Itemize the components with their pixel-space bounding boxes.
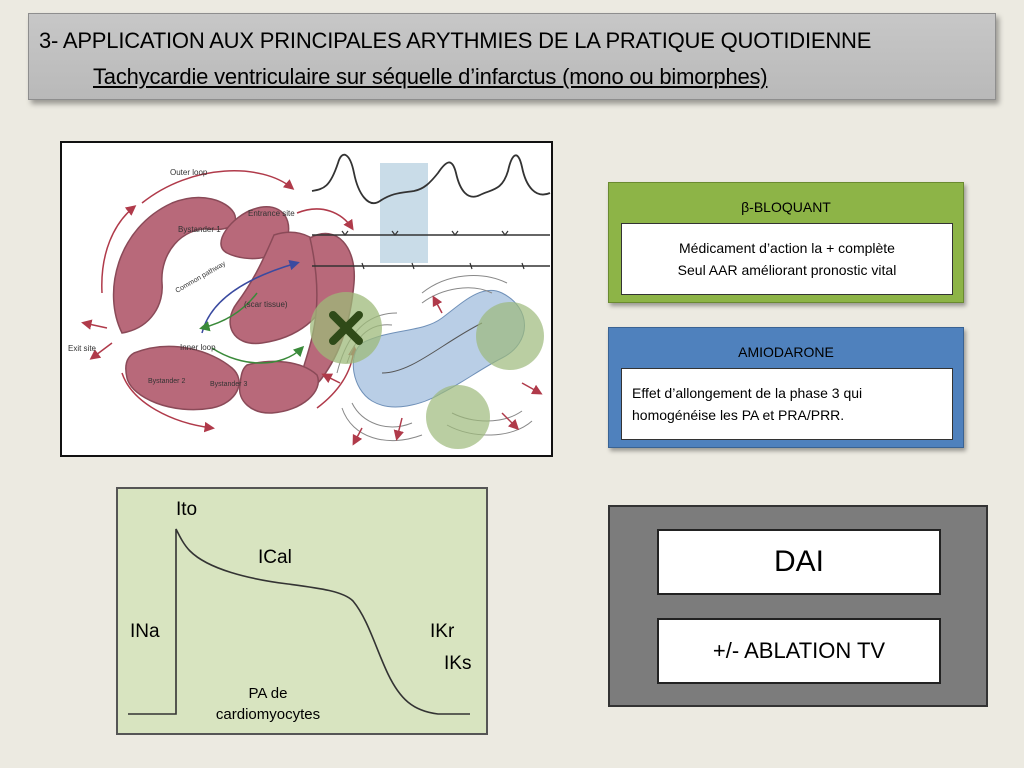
amiodarone-title: AMIODARONE [738,344,834,360]
scar-tissue-label: (scar tissue) [244,300,288,309]
amiodarone-card [608,327,964,448]
dai-label: DAI [657,529,941,595]
amiodarone-line2: homogénéise les PA et PRA/PRR. [632,407,845,423]
beta-blocker-line2: Seul AAR améliorant pronostic vital [677,262,897,278]
bystander3-label: Bystander 3 [210,381,248,388]
page-subtitle: Tachycardie ventriculaire sur séquelle d’infarctus (mono ou bimorphes) [93,64,768,89]
title-banner [28,13,996,100]
scar-diagram [68,168,354,428]
beta-blocker-line1: Médicament d’action la + complète [679,240,895,256]
beta-blocker-card [608,182,964,303]
page-title: 3- APPLICATION AUX PRINCIPALES ARYTHMIES DE LA PRATIQUE QUOTIDIENNE [39,28,872,53]
exit-site-label: Exit site [68,344,97,353]
outer-loop-label: Outer loop [170,168,208,177]
bystander1-label: Bystander 1 [178,225,221,234]
ablation-label: +/- ABLATION TV [657,618,941,684]
ical-label: ICal [258,547,292,568]
ikr-label: IKr [430,621,455,642]
beta-blocker-text [621,223,953,295]
common-pathway-label: Common pathway [174,260,227,295]
ap-caption-line1: PA de [248,685,288,702]
target-circle-lower [426,385,490,449]
ito-label: Ito [176,499,198,520]
ina-label: INa [130,621,160,642]
bystander3-region [240,361,319,413]
action-potential-panel [116,487,488,735]
device-therapy-panel [608,505,988,707]
reentry-figure [60,141,553,457]
entrance-site-label: Entrance site [248,209,295,218]
amiodarone-line1: Effet d’allongement de la phase 3 qui [632,385,863,401]
target-circle-upper [476,302,544,370]
reentry-illustration [62,143,551,455]
ap-caption-line2: cardiomyocytes [215,706,321,723]
inner-loop-label: Inner loop [180,343,216,352]
bystander2-label: Bystander 2 [148,378,186,385]
beta-blocker-title: β-BLOQUANT [741,199,831,215]
iks-label: IKs [444,653,472,674]
ap-caption [188,683,348,725]
isthmus-diagram [310,276,544,449]
amiodarone-text [621,368,953,440]
